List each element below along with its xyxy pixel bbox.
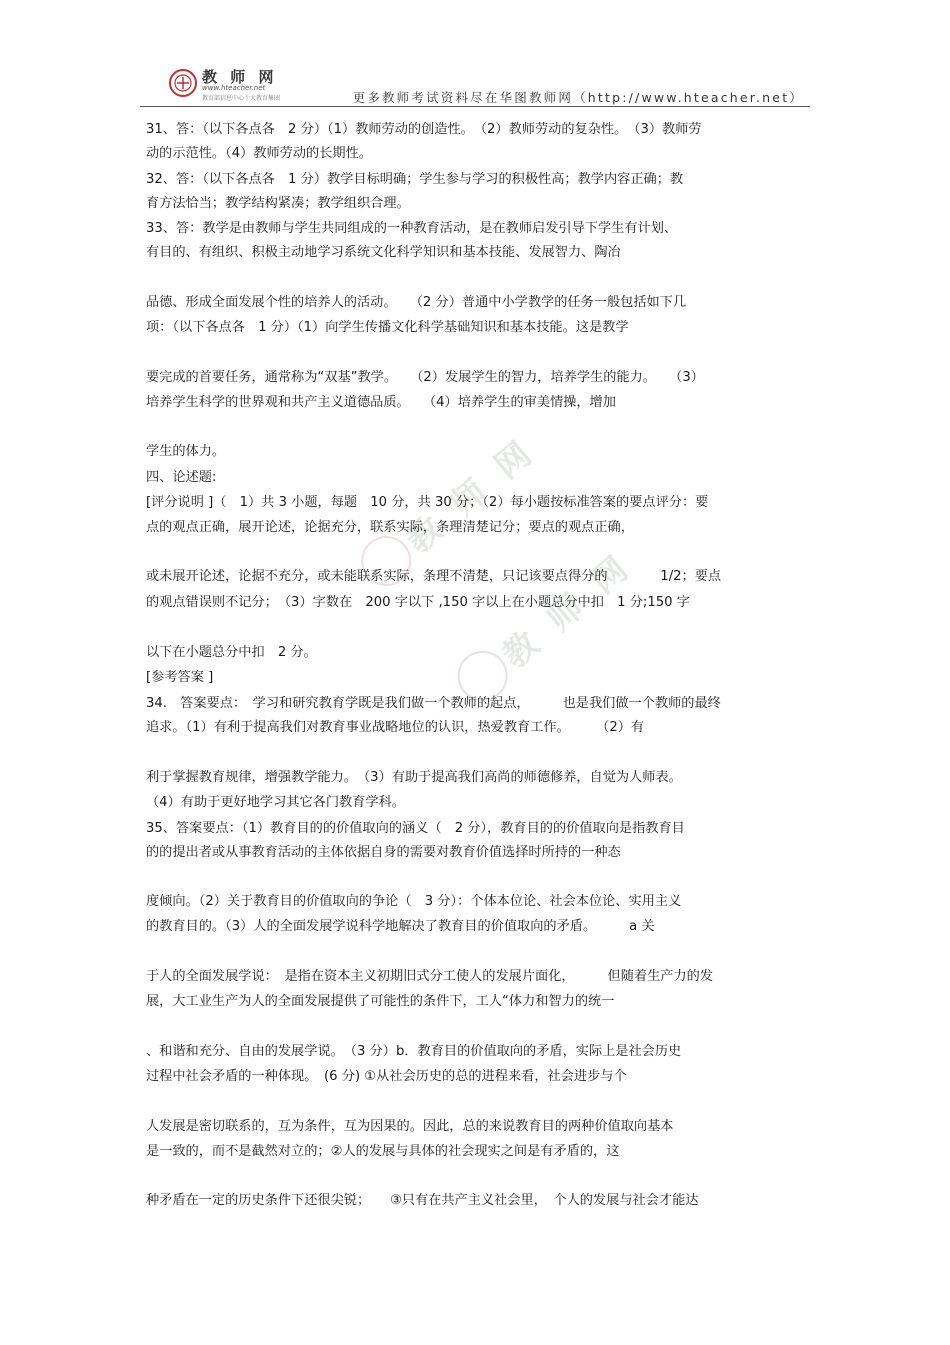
text-line: 追求。（1）有利于提高我们对教育事业战略地位的认识，热爱教育工作。 （2）有 <box>146 720 645 735</box>
logo-tagline: 教育部信息中心十大教育集团 <box>202 95 281 102</box>
section-heading: [参考答案 ] <box>146 670 214 685</box>
text-line: （4）有助于更好地学习其它各门教育学科。 <box>146 795 405 810</box>
text-line: 的观点错误则不记分； （3）字数在 200 字以下 ,150 字以上在小题总分中扣 1 分;150 字 <box>146 595 690 610</box>
seal-icon <box>168 68 198 98</box>
page-header <box>140 62 810 108</box>
text-line: 人发展是密切联系的，互为条件，互为因果的。因此，总的来说教育目的两种价值取向基本 <box>146 1119 674 1134</box>
text-line: 展，大工业生产为人的全面发展提供了可能性的条件下，工人“体力和智力的统一 <box>146 994 615 1009</box>
header-slogan: 更多教师考试资料尽在华图教师网（http://www.hteacher.net） <box>352 90 804 105</box>
text-line: 33、答：教学是由教师与学生共同组成的一种教育活动，是在教师启发引导下学生有计划、 <box>146 221 678 236</box>
text-line: 、和谐和充分、自由的发展学说。 （3 分）b．教育目的价值取向的矛盾，实际上是社会历史 <box>146 1044 682 1059</box>
text-line: 的的提出者或从事教育活动的主体依据自身的需要对教育价值选择时所持的一种态 <box>146 845 621 860</box>
text-line: 动的示范性。（4）教师劳动的长期性。 <box>146 146 372 161</box>
text-line: 项：（以下各点各 1 分）（1）向学生传播文化科学基础知识和基本技能。这是教学 <box>146 320 629 335</box>
header-divider <box>140 106 810 107</box>
text-line: 35、答案要点：（1）教育目的的价值取向的涵义（ 2 分），教育目的的价值取向是指教育目 <box>146 821 685 836</box>
watermark-text: 教 师 网 <box>495 545 641 677</box>
text-line: 要完成的首要任务，通常称为“双基”教学。 （2）发展学生的智力，培养学生的能力。 （3） <box>146 370 704 385</box>
text-line: 种矛盾在一定的历史条件下还很尖锐； ③只有在共产主义社会里， 个人的发展与社会才能达 <box>146 1193 699 1208</box>
text-line: 过程中社会矛盾的一种体现。 (6 分) ①从社会历史的总的进程来看，社会进步与个 <box>146 1069 627 1084</box>
text-line: 度倾向。（2）关于教育目的价值取向的争论（ 3 分）：个体本位论、社会本位论、实用主义 <box>146 894 682 909</box>
text-line: 是一致的，而不是截然对立的；②人的发展与具体的社会现实之间是有矛盾的，这 <box>146 1144 620 1159</box>
site-logo[interactable] <box>168 66 308 102</box>
text-line: 32、答：（以下各点各 1 分）教学目标明确；学生参与学习的积极性高；教学内容正确；教 <box>146 172 684 187</box>
text-line: [评分说明 ]（ 1）共 3 小题，每题 10 分，共 30 分；（2）每小题按标准答案的要点评分：要 <box>146 495 709 510</box>
text-line: 育方法恰当；教学结构紧凑；教学组织合理。 <box>146 196 410 211</box>
text-line: 利于掌握教育规律，增强教学能力。 （3）有助于提高我们高尚的师德修养，自觉为人师表。 <box>146 770 682 785</box>
text-line: 以下在小题总分中扣 2 分。 <box>146 645 317 660</box>
text-line: 品德、形成全面发展个性的培养人的活动。 （2 分）普通中小学教学的任务一般包括如下几 <box>146 295 687 310</box>
text-line: 有目的、有组织、积极主动地学习系统文化科学知识和基本技能、发展智力、陶冶 <box>146 245 621 260</box>
text-line: 学生的体力。 <box>146 444 226 459</box>
text-line: 或未展开论述，论据不充分，或未能联系实际，条理不清楚，只记该要点得分的 1/2；要点 <box>146 569 722 584</box>
text-line: 于人的全面发展学说： 是指在资本主义初期旧式分工使人的发展片面化， 但随着生产力的发 <box>146 969 714 984</box>
text-line: 34. 答案要点： 学习和研究教育学既是我们做一个教师的起点， 也是我们做一个教师的最终 <box>146 696 721 711</box>
logo-name: 教 师 网 <box>202 68 278 86</box>
section-heading: 四、论述题: <box>146 470 217 485</box>
text-line: 培养学生科学的世界观和共产主义道德品质。 （4）培养学生的审美情操，增加 <box>146 395 616 410</box>
logo-url: www.hteacher.net <box>202 84 266 92</box>
text-line: 点的观点正确，展开论述，论据充分，联系实际，条理清楚记分；要点的观点正确， <box>146 520 634 535</box>
watermark-text: 教 师 网 <box>398 430 544 562</box>
text-line: 31、答：（以下各点各 2 分）（1）教师劳动的创造性。 （2）教师劳动的复杂性。 （3）教师劳 <box>146 122 702 137</box>
text-line: 的教育目的。（3）人的全面发展学说科学地解决了教育目的价值取向的矛盾。 a 关 <box>146 919 655 934</box>
